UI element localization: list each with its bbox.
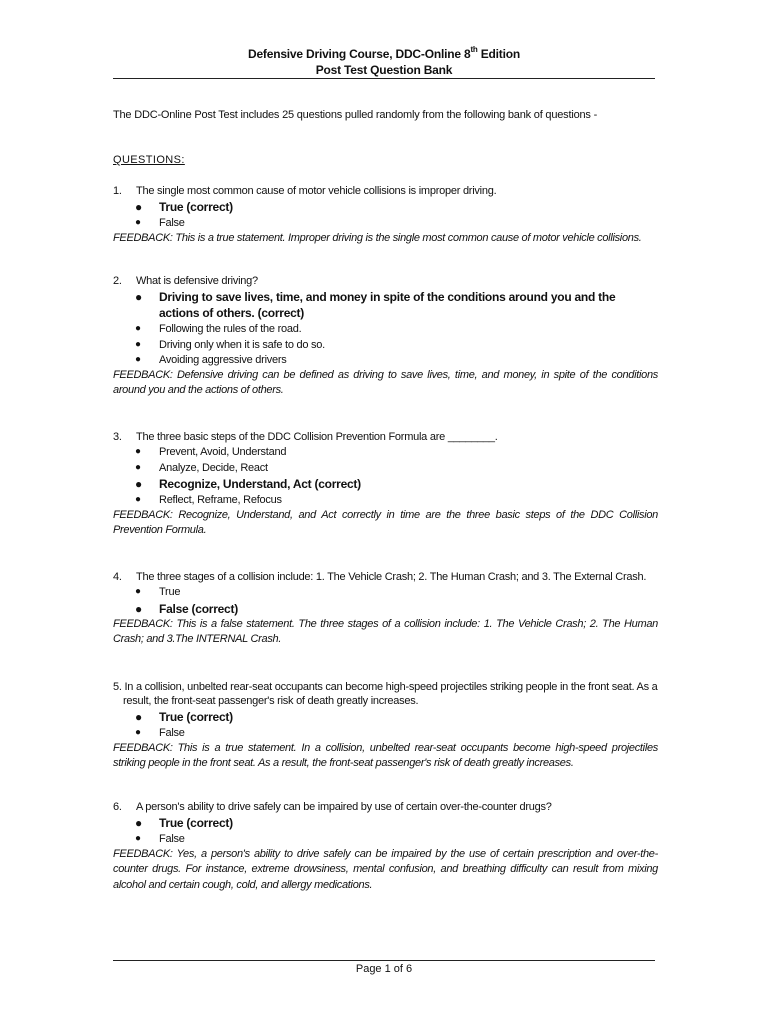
bullet-icon: ● bbox=[135, 290, 142, 304]
bullet-icon: ● bbox=[135, 338, 141, 350]
header-subtitle: Post Test Question Bank bbox=[315, 63, 453, 77]
bullet-icon: ● bbox=[135, 494, 141, 505]
question-5 bbox=[113, 680, 658, 772]
question-prompt: What is defensive driving? bbox=[136, 275, 258, 287]
intro-text: The DDC-Online Post Test includes 25 questions pulled randomly from the following bank of questions - bbox=[113, 109, 598, 121]
option-label: Prevent, Avoid, Understand bbox=[159, 446, 287, 458]
bullet-icon: ● bbox=[135, 446, 141, 457]
bullet-icon: ● bbox=[135, 200, 142, 214]
option-label: True (correct) bbox=[159, 200, 233, 214]
header-title-superscript: th bbox=[470, 45, 478, 54]
footer-rule bbox=[113, 960, 655, 961]
bullet-icon: ● bbox=[135, 727, 141, 738]
question-number: 1. bbox=[113, 185, 122, 197]
header-rule bbox=[113, 78, 655, 79]
option-correct bbox=[113, 815, 658, 831]
option-label: Driving to save lives, time, and money in spite of the conditions around you and the actions of others. (correct) bbox=[159, 290, 616, 320]
options-list bbox=[113, 585, 658, 617]
option bbox=[113, 445, 658, 460]
option bbox=[113, 726, 658, 741]
option-label: False (correct) bbox=[159, 601, 238, 616]
option-label: Following the rules of the road. bbox=[159, 323, 302, 335]
option-label: Driving only when it is safe to do so. bbox=[159, 338, 325, 351]
question-1 bbox=[113, 184, 658, 246]
document-header bbox=[113, 46, 655, 78]
feedback-text: FEEDBACK: Yes, a person's ability to drive safely can be impaired by the use of certain prescription and over-the-counter drugs. For instance, extreme drowsiness, mental confusion, and breathing difficulty can result from mixing alcohol and certain cough, cold, and allergy medications. bbox=[113, 847, 658, 891]
bullet-icon: ● bbox=[135, 601, 142, 616]
bullet-icon: ● bbox=[135, 710, 142, 724]
option-label: False bbox=[159, 727, 185, 739]
bullet-icon: ● bbox=[135, 833, 141, 844]
option bbox=[113, 493, 658, 508]
bullet-icon: ● bbox=[135, 323, 141, 334]
question-number: 3. bbox=[113, 431, 122, 443]
options-list bbox=[113, 445, 658, 508]
question-text bbox=[113, 680, 658, 708]
question-text bbox=[113, 570, 658, 584]
bullet-icon: ● bbox=[135, 354, 141, 365]
page-number: Page 1 of 6 bbox=[355, 963, 413, 975]
feedback-text: FEEDBACK: This is a true statement. Improper driving is the single most common cause of motor vehicle collisions. bbox=[113, 231, 642, 244]
question-number: 6. bbox=[113, 801, 122, 813]
option-label: Avoiding aggressive drivers bbox=[159, 354, 287, 366]
option-label: False bbox=[159, 833, 185, 845]
options-list bbox=[113, 289, 658, 368]
question-text bbox=[113, 274, 658, 288]
question-6 bbox=[113, 800, 658, 893]
bullet-icon: ● bbox=[135, 217, 141, 228]
question-text bbox=[113, 430, 658, 444]
question-3 bbox=[113, 430, 658, 539]
option bbox=[113, 338, 658, 353]
question-prompt: The single most common cause of motor vehicle collisions is improper driving. bbox=[136, 185, 497, 197]
question-text bbox=[113, 800, 658, 814]
question-prompt: The three basic steps of the DDC Collision Prevention Formula are ________. bbox=[136, 431, 498, 443]
option-label: Reflect, Reframe, Refocus bbox=[159, 494, 282, 506]
question-prompt: The three stages of a collision include: 1. The Vehicle Crash; 2. The Human Crash; and 3. The External Crash. bbox=[136, 571, 647, 583]
option-label: Recognize, Understand, Act (correct) bbox=[159, 477, 361, 491]
feedback-text: FEEDBACK: Defensive driving can be defined as driving to save lives, time, and money, in spite of the conditions around you and the actions of others. bbox=[113, 368, 658, 396]
option-correct bbox=[113, 601, 658, 617]
option bbox=[113, 216, 658, 231]
option-correct bbox=[113, 476, 658, 492]
options-list bbox=[113, 709, 658, 741]
option bbox=[113, 832, 658, 847]
header-title-suffix: Edition bbox=[477, 47, 520, 61]
feedback-text: FEEDBACK: This is a false statement. The three stages of a collision include: 1. The Vehicle Crash; 2. The Human Crash; and 3.The INTERNAL Crash. bbox=[113, 617, 658, 645]
option bbox=[113, 353, 658, 368]
header-title bbox=[113, 46, 655, 62]
feedback-text: FEEDBACK: Recognize, Understand, and Act correctly in time are the three basic steps of the DDC Collision Prevention Formula. bbox=[113, 508, 658, 536]
option-label: False bbox=[159, 217, 185, 229]
options-list bbox=[113, 199, 658, 231]
questions-heading: QUESTIONS: bbox=[113, 154, 185, 166]
option bbox=[113, 585, 658, 600]
question-number: 4. bbox=[113, 571, 122, 583]
header-title-main: Defensive Driving Course, DDC-Online 8 bbox=[247, 47, 471, 61]
question-4 bbox=[113, 570, 658, 648]
option bbox=[113, 322, 658, 337]
feedback-text: FEEDBACK: This is a true statement. In a collision, unbelted rear-seat occupants become high-speed projectiles striking people in the front seat. As a result, the front-seat passenger's risk of death greatly increases. bbox=[113, 741, 658, 769]
option-label: True bbox=[159, 586, 181, 598]
question-2 bbox=[113, 274, 658, 399]
bullet-icon: ● bbox=[135, 586, 141, 597]
option-correct bbox=[113, 289, 658, 321]
options-list bbox=[113, 815, 658, 847]
bullet-icon: ● bbox=[135, 461, 141, 473]
question-prompt: A person's ability to drive safely can be impaired by use of certain over-the-counter drugs? bbox=[136, 801, 552, 813]
option bbox=[113, 461, 658, 476]
bullet-icon: ● bbox=[135, 816, 142, 830]
question-prompt: In a collision, unbelted rear-seat occupants can become high-speed projectiles striking people in the front seat. As a result, the front-seat passenger's risk of death greatly increases. bbox=[123, 681, 658, 707]
question-number: 2. bbox=[113, 275, 122, 287]
option-label: True (correct) bbox=[159, 816, 233, 830]
question-text bbox=[113, 184, 658, 198]
option-correct bbox=[113, 199, 658, 215]
question-number: 5. bbox=[113, 681, 122, 693]
bullet-icon: ● bbox=[135, 477, 142, 491]
option-label: Analyze, Decide, React bbox=[159, 461, 268, 474]
option-correct bbox=[113, 709, 658, 725]
option-label: True (correct) bbox=[159, 710, 233, 724]
